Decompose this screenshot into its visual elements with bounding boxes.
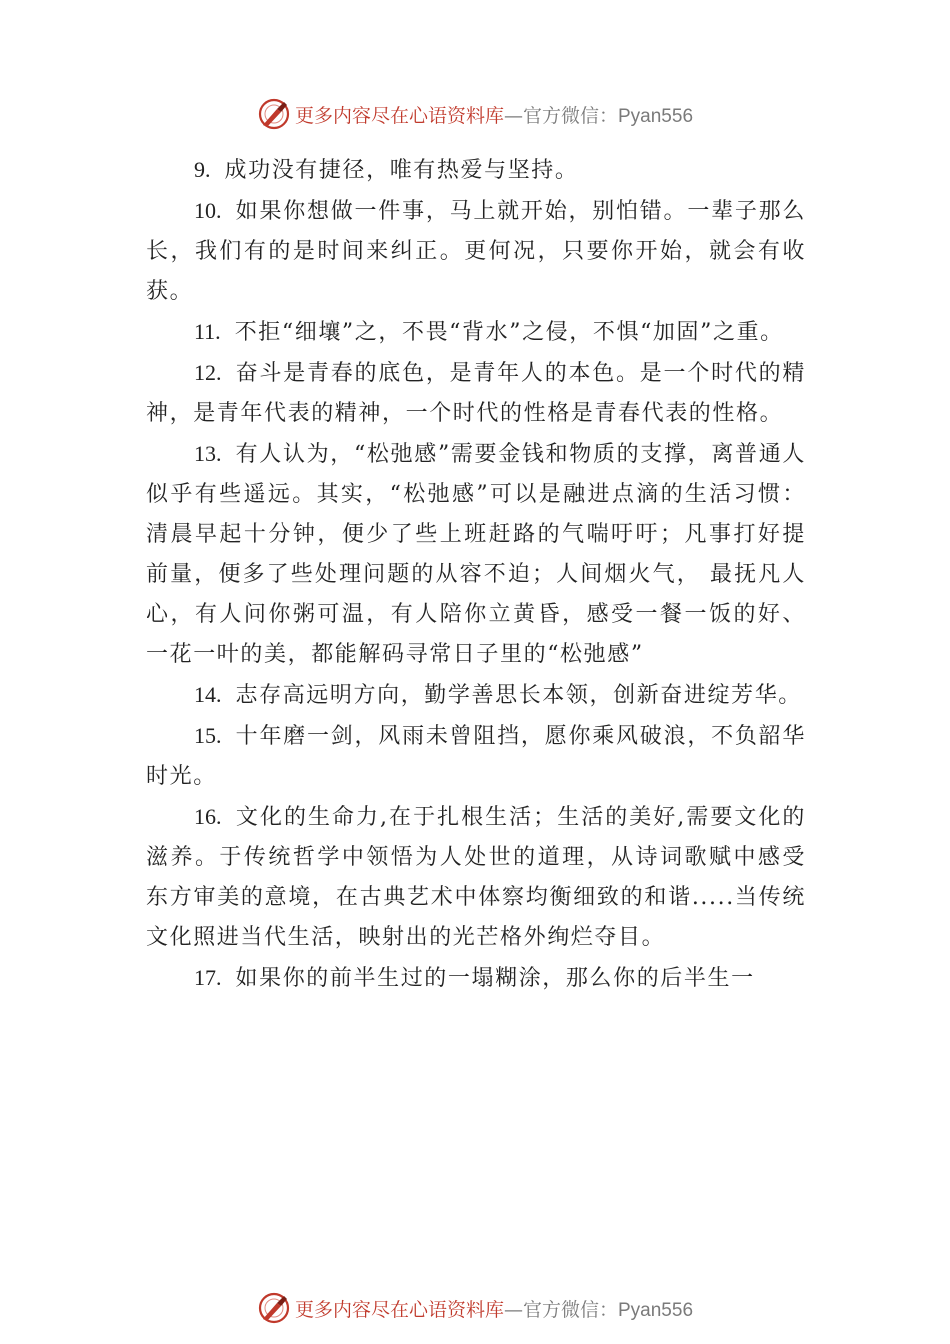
item-number: 14. bbox=[194, 682, 222, 707]
banner-wechat-handle: Pyan556 bbox=[618, 105, 694, 127]
list-item-13 bbox=[146, 434, 806, 675]
banner-wechat-handle: Pyan556 bbox=[618, 1299, 694, 1321]
banner-title: 更多内容尽在心语资料库 bbox=[294, 104, 504, 127]
list-item-9 bbox=[146, 150, 806, 191]
banner-title: 更多内容尽在心语资料库 bbox=[294, 1298, 504, 1321]
list-item-14 bbox=[146, 675, 806, 716]
item-text: 如果你想做一件事，马上就开始，别怕错。一辈子那么长，我们有的是时间来纠正。更何况，只要你开始，就会有收获。 bbox=[146, 199, 806, 304]
banner-text bbox=[295, 1295, 693, 1322]
banner-dash: — bbox=[503, 104, 523, 127]
item-text: 文化的生命力,在于扎根生活；生活的美好,需要文化的滋养。于传统哲学中领悟为人处世的道理，从诗词歌赋中感受东方审美的意境，在古典艺术中体察均衡细致的和谐.....当传统文化照进当代生活，映射出的光芒格外绚烂夺目。 bbox=[146, 805, 806, 950]
item-text: 志存高远明方向，勤学善思长本领，创新奋进绽芳华。 bbox=[235, 683, 802, 708]
item-text: 成功没有捷径，唯有热爱与坚持。 bbox=[224, 158, 579, 183]
item-number: 16. bbox=[194, 804, 222, 829]
item-text: 奋斗是青春的底色，是青年人的本色。是一个时代的精神，是青年代表的精神，一个时代的性格是青春代表的性格。 bbox=[146, 361, 806, 426]
item-number: 11. bbox=[194, 319, 221, 344]
list-item-16 bbox=[146, 797, 806, 958]
item-text: 如果你的前半生过的一塌糊涂，那么你的后半生一 bbox=[235, 966, 755, 991]
list-item-15 bbox=[146, 716, 806, 797]
list-item-12 bbox=[146, 353, 806, 434]
header-banner bbox=[0, 94, 950, 134]
item-text: 有人认为，“松弛感”需要金钱和物质的支撑，离普通人似乎有些遥远。其实，“松弛感”可以是融进点滴的生活习惯：清晨早起十分钟，便少了些上班赶路的气喘吁吁；凡事打好提前量，便多了些处理问题的从容不迫；人间烟火气， 最抚凡人心，有人问你粥可温，有人陪你立黄昏，感受一餐一饭的好、一花一叶的美，都能解码寻常日子里的“松弛感” bbox=[146, 442, 806, 667]
pen-logo-icon bbox=[257, 97, 291, 131]
item-number: 9. bbox=[194, 157, 211, 182]
banner-text bbox=[295, 101, 693, 128]
banner-wechat-label: 官方微信： bbox=[522, 1298, 618, 1321]
banner-wechat-label: 官方微信： bbox=[522, 104, 618, 127]
item-text: 十年磨一剑，风雨未曾阻挡，愿你乘风破浪，不负韶华时光。 bbox=[146, 724, 806, 789]
item-number: 15. bbox=[194, 723, 222, 748]
banner-dash: — bbox=[503, 1298, 523, 1321]
item-number: 10. bbox=[194, 198, 222, 223]
pen-logo-icon bbox=[257, 1291, 291, 1325]
footer-banner bbox=[0, 1288, 950, 1328]
item-number: 12. bbox=[194, 360, 222, 385]
document-body bbox=[146, 150, 806, 999]
list-item-10 bbox=[146, 191, 806, 312]
list-item-17 bbox=[146, 958, 806, 999]
item-number: 13. bbox=[194, 441, 222, 466]
list-item-11 bbox=[146, 312, 806, 353]
item-text: 不拒“细壤”之，不畏“背水”之侵，不惧“加固”之重。 bbox=[234, 320, 784, 345]
item-number: 17. bbox=[194, 965, 222, 990]
